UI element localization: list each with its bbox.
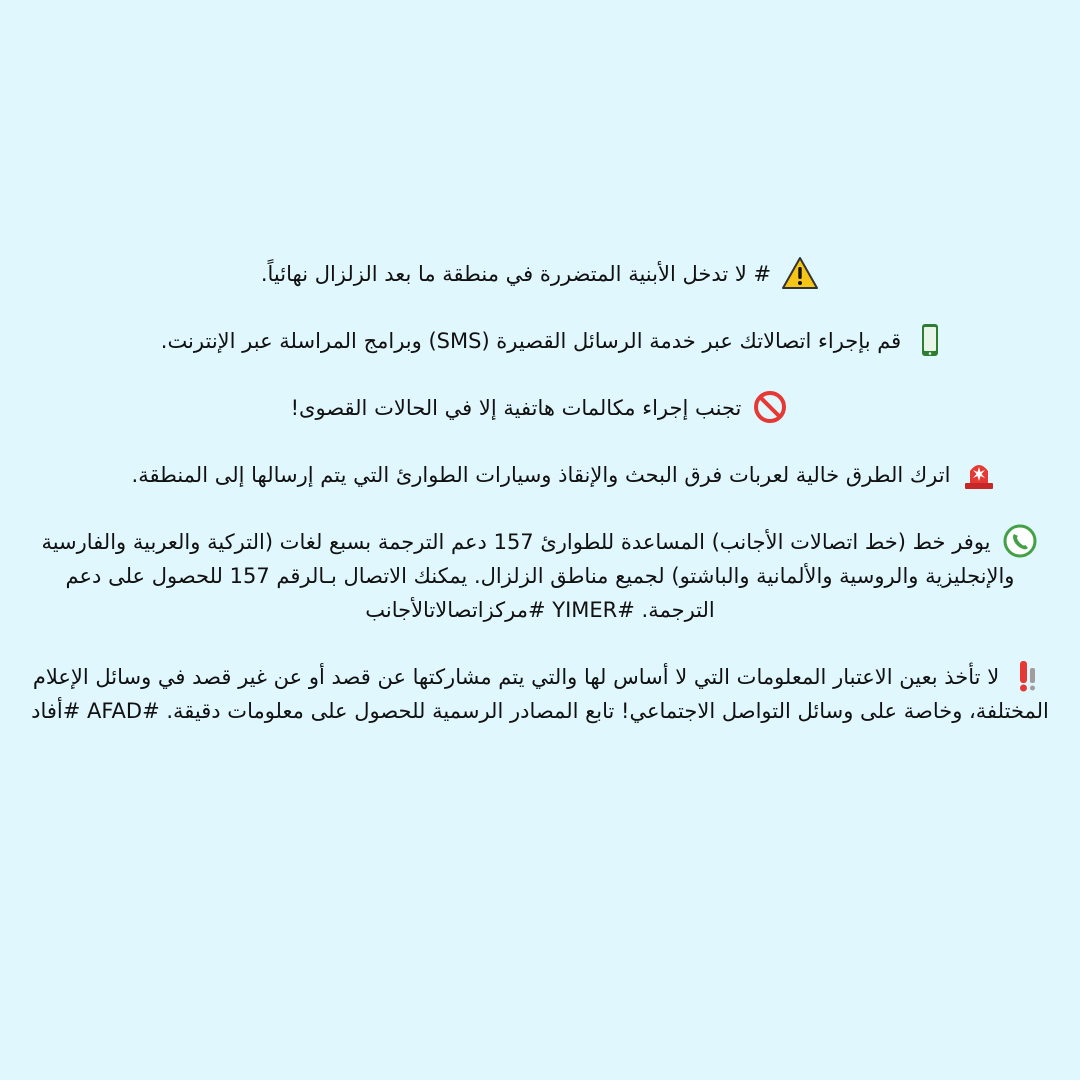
mobile-phone-icon bbox=[911, 323, 949, 357]
bullet-translation-line bbox=[0, 524, 1080, 627]
emergency-light-icon bbox=[960, 457, 998, 491]
exclamation-icon bbox=[1009, 659, 1047, 693]
announcement-content bbox=[0, 256, 1080, 760]
phone-receiver-icon bbox=[1001, 524, 1039, 558]
bullet-text: # لا تدخل الأبنية المتضررة في منطقة ما بعد الزلزال نهائياً. bbox=[260, 262, 772, 286]
bullet-use-sms bbox=[0, 323, 1080, 358]
bullet-text: تجنب إجراء مكالمات هاتفية إلا في الحالات القصوى! bbox=[290, 396, 742, 420]
prohibited-icon bbox=[751, 390, 789, 424]
bullet-text: قم بإجراء اتصالاتك عبر خدمة الرسائل القصيرة (SMS) وبرامج المراسلة عبر الإنترنت. bbox=[160, 329, 902, 353]
bullet-ignore-rumors bbox=[0, 659, 1080, 728]
bullet-avoid-calls bbox=[0, 390, 1080, 425]
bullet-text: اترك الطرق خالية لعربات فرق البحث والإنقاذ وسيارات الطوارئ التي يتم إرسالها إلى المنطقة. bbox=[131, 463, 951, 487]
bullet-no-entry-damaged-buildings bbox=[0, 256, 1080, 291]
bullet-text: لا تأخذ بعين الاعتبار المعلومات التي لا أساس لها والتي يتم مشاركتها عن قصد أو عن غير قصد في وسائل الإعلام المختلفة، وخاصة على وسائل التواصل الاجتماعي! تابع المصادر الرسمية للحصول على معلومات دقيقة. #AFAD #أفاد bbox=[31, 665, 1049, 723]
bullet-keep-roads-clear bbox=[0, 457, 1080, 492]
warning-icon bbox=[781, 256, 819, 290]
bullet-text: يوفر خط (خط اتصالات الأجانب) المساعدة للطوارئ 157 دعم الترجمة بسبع لغات (التركية والعربية والفارسية والإنجليزية والروسية والألمانية والباشتو) لجميع مناطق الزلزال. يمكنك الاتصال بـالرقم 157 للحصول على دعم الترجمة. #YIMER #مركزاتصالاتالأجانب bbox=[41, 530, 1015, 622]
